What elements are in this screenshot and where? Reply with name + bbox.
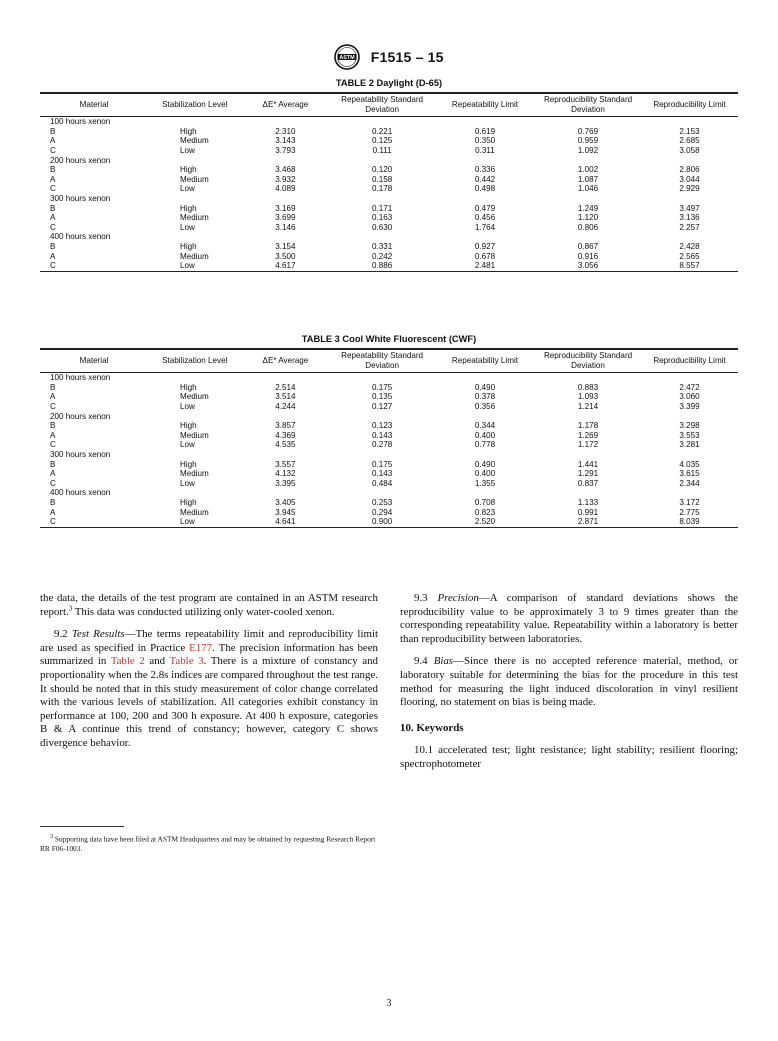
cell-reproducibility-limit: 3.044 <box>679 174 700 184</box>
cell-material: A <box>50 392 56 402</box>
cell-reproducibility-sd: 1.172 <box>577 440 599 450</box>
cell-material: C <box>50 145 56 155</box>
cell-repeatability-sd: 0.253 <box>371 497 393 507</box>
cell-stabilization-level: Medium <box>180 430 209 440</box>
cell-repeatability-sd: 0.630 <box>371 222 393 232</box>
table-2-header <box>40 93 738 117</box>
left-text-column <box>40 592 378 760</box>
cell-reproducibility-limit: 2.565 <box>679 251 700 261</box>
cell-material: C <box>50 478 56 488</box>
table-3 <box>40 348 738 528</box>
cell-material: B <box>50 497 56 507</box>
cell-stabilization-level: Medium <box>180 213 209 223</box>
cell-material: A <box>50 430 56 440</box>
cell-repeatability-limit: 0.619 <box>474 126 496 136</box>
cell-delta-e-average: 3.699 <box>275 213 296 223</box>
group-row <box>40 412 738 422</box>
cell-repeatability-sd: 0.143 <box>371 469 393 479</box>
table-row <box>40 165 738 175</box>
cell-repeatability-sd: 0.163 <box>371 213 393 223</box>
cell-repeatability-sd: 0.294 <box>371 507 393 517</box>
footnote-ref[interactable]: 3 <box>68 603 73 612</box>
cell-material: B <box>50 459 56 469</box>
table-row <box>40 517 738 527</box>
group-label: 100 hours xenon <box>50 373 111 383</box>
col-header-repeatability-sd: Repeatability Standard Deviation <box>329 350 435 373</box>
cell-stabilization-level: Low <box>180 478 195 488</box>
cell-reproducibility-limit: 3.615 <box>679 469 700 479</box>
paragraph-continuation: the data, the details of the test program are contained in an ASTM research report.$^3$ This data was conducted utilizing only water-cooled xenon. <box>40 592 378 618</box>
cell-stabilization-level: Low <box>180 401 195 411</box>
cell-repeatability-limit: 0.490 <box>474 459 496 469</box>
test-results-heading: Test Results <box>71 628 125 641</box>
cell-repeatability-limit: 2.481 <box>435 261 535 271</box>
table-2-body <box>40 117 738 272</box>
paragraph-9-4: 9.4 Bias—Since there is no accepted reference material, method, or laboratory suitable for determining the bias for the procedure in this test method for measuring the light induced discoloration in vinyl resilient flooring, no statement on bias is being made. <box>400 655 738 709</box>
cell-reproducibility-limit: 3.058 <box>679 145 700 155</box>
table-3-title: TABLE 3 Cool White Fluorescent (CWF) <box>301 334 477 344</box>
cell-repeatability-limit: 0.378 <box>474 392 496 402</box>
cell-stabilization-level: Medium <box>180 251 209 261</box>
cell-reproducibility-limit: 2.472 <box>679 382 700 392</box>
cell-repeatability-limit: 0.356 <box>474 401 496 411</box>
cell-reproducibility-sd: 1.046 <box>577 184 599 194</box>
col-header-reproducibility-limit: Reproducibility Limit <box>641 94 738 117</box>
cell-delta-e-average: 4.369 <box>275 430 296 440</box>
cell-delta-e-average: 3.557 <box>275 459 296 469</box>
cell-material: C <box>40 517 148 527</box>
link-table-2[interactable]: Table 2 <box>110 655 145 668</box>
cell-reproducibility-sd: 1.178 <box>577 421 599 431</box>
cell-repeatability-sd: 0.135 <box>371 392 393 402</box>
cell-repeatability-limit: 1.764 <box>474 222 496 232</box>
cell-repeatability-limit: 0.490 <box>474 382 496 392</box>
cell-repeatability-limit: 2.520 <box>435 517 535 527</box>
cell-reproducibility-sd: 1.092 <box>577 145 599 155</box>
cell-material: B <box>50 203 56 213</box>
cell-stabilization-level: High <box>180 459 197 469</box>
cell-repeatability-limit: 0.442 <box>474 174 496 184</box>
group-label: 100 hours xenon <box>50 117 111 127</box>
cell-material: C <box>50 222 56 232</box>
col-header-repeatability-limit: Repeatability Limit <box>435 350 535 373</box>
cell-repeatability-sd: 0.175 <box>371 382 393 392</box>
group-label: 200 hours xenon <box>50 411 111 421</box>
cell-material: A <box>50 507 56 517</box>
cell-repeatability-limit: 0.927 <box>474 241 496 251</box>
cell-repeatability-sd: 0.242 <box>371 251 393 261</box>
col-header-repeatability-sd: Repeatability Standard Deviation <box>329 94 435 117</box>
cell-reproducibility-sd: 0.867 <box>577 241 599 251</box>
table-row <box>40 431 738 441</box>
group-row <box>40 117 738 127</box>
cell-stabilization-level: Medium <box>180 136 209 146</box>
cell-repeatability-limit: 0.336 <box>474 165 496 175</box>
table-row <box>40 440 738 450</box>
table-row <box>40 261 738 271</box>
cell-repeatability-limit: 0.350 <box>474 136 496 146</box>
cell-reproducibility-limit: 3.060 <box>679 392 700 402</box>
cell-reproducibility-sd: 1.269 <box>577 430 599 440</box>
cell-reproducibility-limit: 2.685 <box>679 136 700 146</box>
cell-material: B <box>50 126 56 136</box>
cell-repeatability-limit: 0.823 <box>474 507 496 517</box>
paragraph-9-3: 9.3 Precision—A comparison of standard deviations shows the reproducibility value to be approximately 3 to 9 times greater than the corresponding repeatability value. Repeatability within a laboratory is better than reproducibility between laboratories. <box>400 592 738 645</box>
cell-reproducibility-sd: 0.837 <box>577 478 599 488</box>
cell-delta-e-average: 3.143 <box>275 136 296 146</box>
cell-stabilization-level: Medium <box>180 392 209 402</box>
astm-logo-icon <box>334 44 360 70</box>
cell-reproducibility-sd: 0.916 <box>577 251 599 261</box>
table-row <box>40 175 738 185</box>
page-number: 3 <box>386 998 392 1009</box>
table-row <box>40 184 738 194</box>
cell-repeatability-sd: 0.120 <box>371 165 393 175</box>
col-header-material: Material <box>40 350 148 373</box>
cell-material: B <box>50 165 56 175</box>
cell-delta-e-average: 3.857 <box>275 421 296 431</box>
cell-repeatability-limit: 0.344 <box>474 421 496 431</box>
cell-delta-e-average: 4.244 <box>275 401 296 411</box>
cell-delta-e-average: 4.535 <box>275 440 296 450</box>
col-header-reproducibility-sd: Reproducibility Standard Deviation <box>535 94 641 117</box>
group-label: 300 hours xenon <box>50 193 111 203</box>
cell-reproducibility-sd: 1.093 <box>577 392 599 402</box>
paragraph-10-1: 10.1 accelerated test; light resistance; light stability; resilient flooring; spectrophotometer <box>400 744 738 770</box>
table-row <box>40 383 738 393</box>
cell-reproducibility-limit: 3.298 <box>679 421 700 431</box>
cell-repeatability-limit: 0.498 <box>474 184 496 194</box>
cell-reproducibility-sd: 1.002 <box>577 165 599 175</box>
col-header-stabilization-level: Stabilization Level <box>148 94 242 117</box>
cell-material: B <box>50 382 56 392</box>
cell-delta-e-average: 2.514 <box>275 382 296 392</box>
cell-material: A <box>50 213 56 223</box>
table-row <box>40 508 738 518</box>
cell-reproducibility-sd: 1.249 <box>577 203 599 213</box>
table-row <box>40 204 738 214</box>
cell-reproducibility-sd: 1.133 <box>577 497 599 507</box>
col-header-material: Material <box>40 94 148 117</box>
cell-reproducibility-limit: 3.281 <box>679 440 700 450</box>
table-row <box>40 242 738 252</box>
cell-stabilization-level: High <box>180 126 197 136</box>
cell-stabilization-level: High <box>180 165 197 175</box>
cell-reproducibility-sd: 0.883 <box>577 382 599 392</box>
cell-delta-e-average: 2.310 <box>275 126 296 136</box>
cell-reproducibility-limit: 3.399 <box>679 401 700 411</box>
document-id: F1515 – 15 <box>370 49 444 65</box>
footnote-divider <box>40 826 124 827</box>
cell-stabilization-level: High <box>180 203 197 213</box>
cell-repeatability-sd: 0.886 <box>329 261 435 271</box>
cell-stabilization-level: High <box>180 382 197 392</box>
cell-repeatability-limit: 0.678 <box>474 251 496 261</box>
cell-stabilization-level: High <box>180 241 197 251</box>
cell-delta-e-average: 4.641 <box>242 517 330 527</box>
cell-repeatability-sd: 0.175 <box>371 459 393 469</box>
group-row <box>40 156 738 166</box>
group-label: 300 hours xenon <box>50 449 111 459</box>
link-e177[interactable]: E177 <box>189 641 213 654</box>
cell-repeatability-sd: 0.123 <box>371 421 393 431</box>
cell-material: C <box>40 261 148 271</box>
cell-repeatability-sd: 0.125 <box>371 136 393 146</box>
section-heading-keywords: 10. Keywords <box>400 721 464 734</box>
cell-stabilization-level: High <box>180 421 197 431</box>
link-table-3[interactable]: Table 3 <box>169 655 204 668</box>
table-row <box>40 421 738 431</box>
cell-stabilization-level: Low <box>148 261 242 271</box>
cell-stabilization-level: Medium <box>180 507 209 517</box>
table-3-body <box>40 373 738 528</box>
cell-reproducibility-sd: 1.214 <box>577 401 599 411</box>
cell-reproducibility-sd: 1.291 <box>577 469 599 479</box>
cell-reproducibility-limit: 2.153 <box>679 126 700 136</box>
cell-repeatability-limit: 0.778 <box>474 440 496 450</box>
col-header-delta-e-average: ΔE* Average <box>242 94 330 117</box>
cell-repeatability-sd: 0.127 <box>371 401 393 411</box>
table-2-title: TABLE 2 Daylight (D-65) <box>335 78 443 88</box>
paragraph-9-2: 9.2 Test Results—The terms repeatability limit and reproducibility limit are used as specified in Practice E177. The precision information has been summarized in Table 2 and Table 3. There is a mixture of constancy and proportionality when the 2.8s indices are compared throughout the test range. It should be noted that in this study measurement of color change correlated with the various levels of stabilization. All categories exhibit constancy in performance at 100, 200 and 300 h exposure. At 400 h exposure, categories B & A continue this trend of constancy; however, category C shows divergence behavior. <box>40 628 379 749</box>
table-row <box>40 460 738 470</box>
cell-delta-e-average: 3.405 <box>275 497 296 507</box>
cell-reproducibility-sd: 3.056 <box>535 261 641 271</box>
cell-reproducibility-limit: 4.035 <box>679 459 700 469</box>
table-3-header <box>40 349 738 373</box>
cell-material: C <box>50 440 56 450</box>
table-row <box>40 136 738 146</box>
col-header-reproducibility-limit: Reproducibility Limit <box>641 350 738 373</box>
cell-reproducibility-sd: 1.441 <box>577 459 599 469</box>
table-row <box>40 252 738 262</box>
cell-delta-e-average: 4.617 <box>242 261 330 271</box>
cell-repeatability-sd: 0.484 <box>371 478 393 488</box>
cell-reproducibility-limit: 2.428 <box>679 241 700 251</box>
group-row <box>40 194 738 204</box>
table-row <box>40 469 738 479</box>
cell-material: B <box>50 421 56 431</box>
cell-repeatability-sd: 0.178 <box>371 184 393 194</box>
cell-delta-e-average: 3.932 <box>275 174 296 184</box>
cell-repeatability-limit: 0.400 <box>474 430 496 440</box>
cell-reproducibility-limit: 2.806 <box>679 165 700 175</box>
cell-stabilization-level: Medium <box>180 174 209 184</box>
cell-delta-e-average: 3.500 <box>275 251 296 261</box>
cell-delta-e-average: 3.169 <box>275 203 296 213</box>
cell-delta-e-average: 3.793 <box>275 145 296 155</box>
cell-repeatability-limit: 0.456 <box>474 213 496 223</box>
cell-stabilization-level: High <box>180 497 197 507</box>
cell-delta-e-average: 4.089 <box>275 184 296 194</box>
col-header-delta-e-average: ΔE* Average <box>242 350 330 373</box>
cell-reproducibility-sd: 0.769 <box>577 126 599 136</box>
cell-repeatability-sd: 0.158 <box>371 174 393 184</box>
cell-stabilization-level: Low <box>180 184 195 194</box>
cell-reproducibility-limit: 3.136 <box>679 213 700 223</box>
table-row <box>40 392 738 402</box>
cell-material: A <box>50 174 56 184</box>
cell-reproducibility-sd: 2.871 <box>535 517 641 527</box>
cell-delta-e-average: 3.468 <box>275 165 296 175</box>
page-header <box>0 44 778 70</box>
group-row <box>40 488 738 498</box>
cell-repeatability-sd: 0.331 <box>371 241 393 251</box>
cell-material: A <box>50 469 56 479</box>
table-2 <box>40 92 738 272</box>
cell-stabilization-level: Low <box>180 222 195 232</box>
cell-material: C <box>50 184 56 194</box>
cell-repeatability-limit: 0.400 <box>474 469 496 479</box>
bias-heading: Bias <box>433 655 454 668</box>
col-header-stabilization-level: Stabilization Level <box>148 350 242 373</box>
cell-material: A <box>50 136 56 146</box>
cell-reproducibility-limit: 2.344 <box>679 478 700 488</box>
cell-delta-e-average: 3.945 <box>275 507 296 517</box>
group-label: 400 hours xenon <box>50 232 111 242</box>
cell-repeatability-limit: 0.311 <box>475 145 495 155</box>
group-label: 200 hours xenon <box>50 155 111 165</box>
cell-reproducibility-limit: 3.172 <box>679 497 700 507</box>
table-row <box>40 498 738 508</box>
cell-repeatability-sd: 0.143 <box>371 430 393 440</box>
cell-stabilization-level: Medium <box>180 469 209 479</box>
group-row <box>40 450 738 460</box>
table-row <box>40 479 738 489</box>
cell-stabilization-level: Low <box>148 517 242 527</box>
col-header-reproducibility-sd: Reproducibility Standard Deviation <box>535 350 641 373</box>
cell-delta-e-average: 3.154 <box>275 241 296 251</box>
cell-delta-e-average: 3.395 <box>275 478 296 488</box>
cell-repeatability-sd: 0.111 <box>372 145 392 155</box>
cell-repeatability-sd: 0.278 <box>371 440 393 450</box>
cell-delta-e-average: 4.132 <box>275 469 296 479</box>
col-header-repeatability-limit: Repeatability Limit <box>435 94 535 117</box>
group-row <box>40 232 738 242</box>
table-row <box>40 127 738 137</box>
footnote: $^3$ Supporting data have been filed at ASTM Headquarters and may be obtained by requesting Research Report RR F06-1003. <box>40 834 376 853</box>
cell-repeatability-limit: 0.479 <box>474 203 496 213</box>
table-row <box>40 146 738 156</box>
cell-reproducibility-limit: 8.039 <box>641 517 738 527</box>
cell-stabilization-level: Low <box>180 145 195 155</box>
cell-reproducibility-limit: 2.775 <box>679 507 700 517</box>
cell-delta-e-average: 3.146 <box>275 222 296 232</box>
cell-delta-e-average: 3.514 <box>275 392 296 402</box>
group-label: 400 hours xenon <box>50 488 111 498</box>
cell-reproducibility-sd: 1.120 <box>577 213 599 223</box>
cell-reproducibility-sd: 0.806 <box>577 222 599 232</box>
cell-reproducibility-limit: 3.553 <box>679 430 700 440</box>
svg-text:ASTM: ASTM <box>339 55 355 62</box>
cell-repeatability-limit: 1.355 <box>474 478 496 488</box>
cell-repeatability-sd: 0.900 <box>329 517 435 527</box>
table-row <box>40 223 738 233</box>
cell-repeatability-sd: 0.221 <box>371 126 393 136</box>
cell-reproducibility-limit: 8.557 <box>641 261 738 271</box>
cell-reproducibility-sd: 1.087 <box>577 174 599 184</box>
cell-repeatability-limit: 0.708 <box>474 497 496 507</box>
table-row <box>40 213 738 223</box>
table-row <box>40 402 738 412</box>
cell-material: B <box>50 241 56 251</box>
cell-reproducibility-limit: 2.929 <box>679 184 700 194</box>
cell-repeatability-sd: 0.171 <box>371 203 393 213</box>
cell-stabilization-level: Low <box>180 440 195 450</box>
cell-material: C <box>50 401 56 411</box>
cell-reproducibility-sd: 0.959 <box>577 136 599 146</box>
cell-reproducibility-limit: 2.257 <box>679 222 700 232</box>
cell-reproducibility-sd: 0.991 <box>577 507 599 517</box>
precision-heading: Precision <box>437 592 479 604</box>
cell-material: A <box>50 251 56 261</box>
right-text-column <box>400 592 738 781</box>
group-row <box>40 373 738 383</box>
cell-reproducibility-limit: 3.497 <box>679 203 700 213</box>
